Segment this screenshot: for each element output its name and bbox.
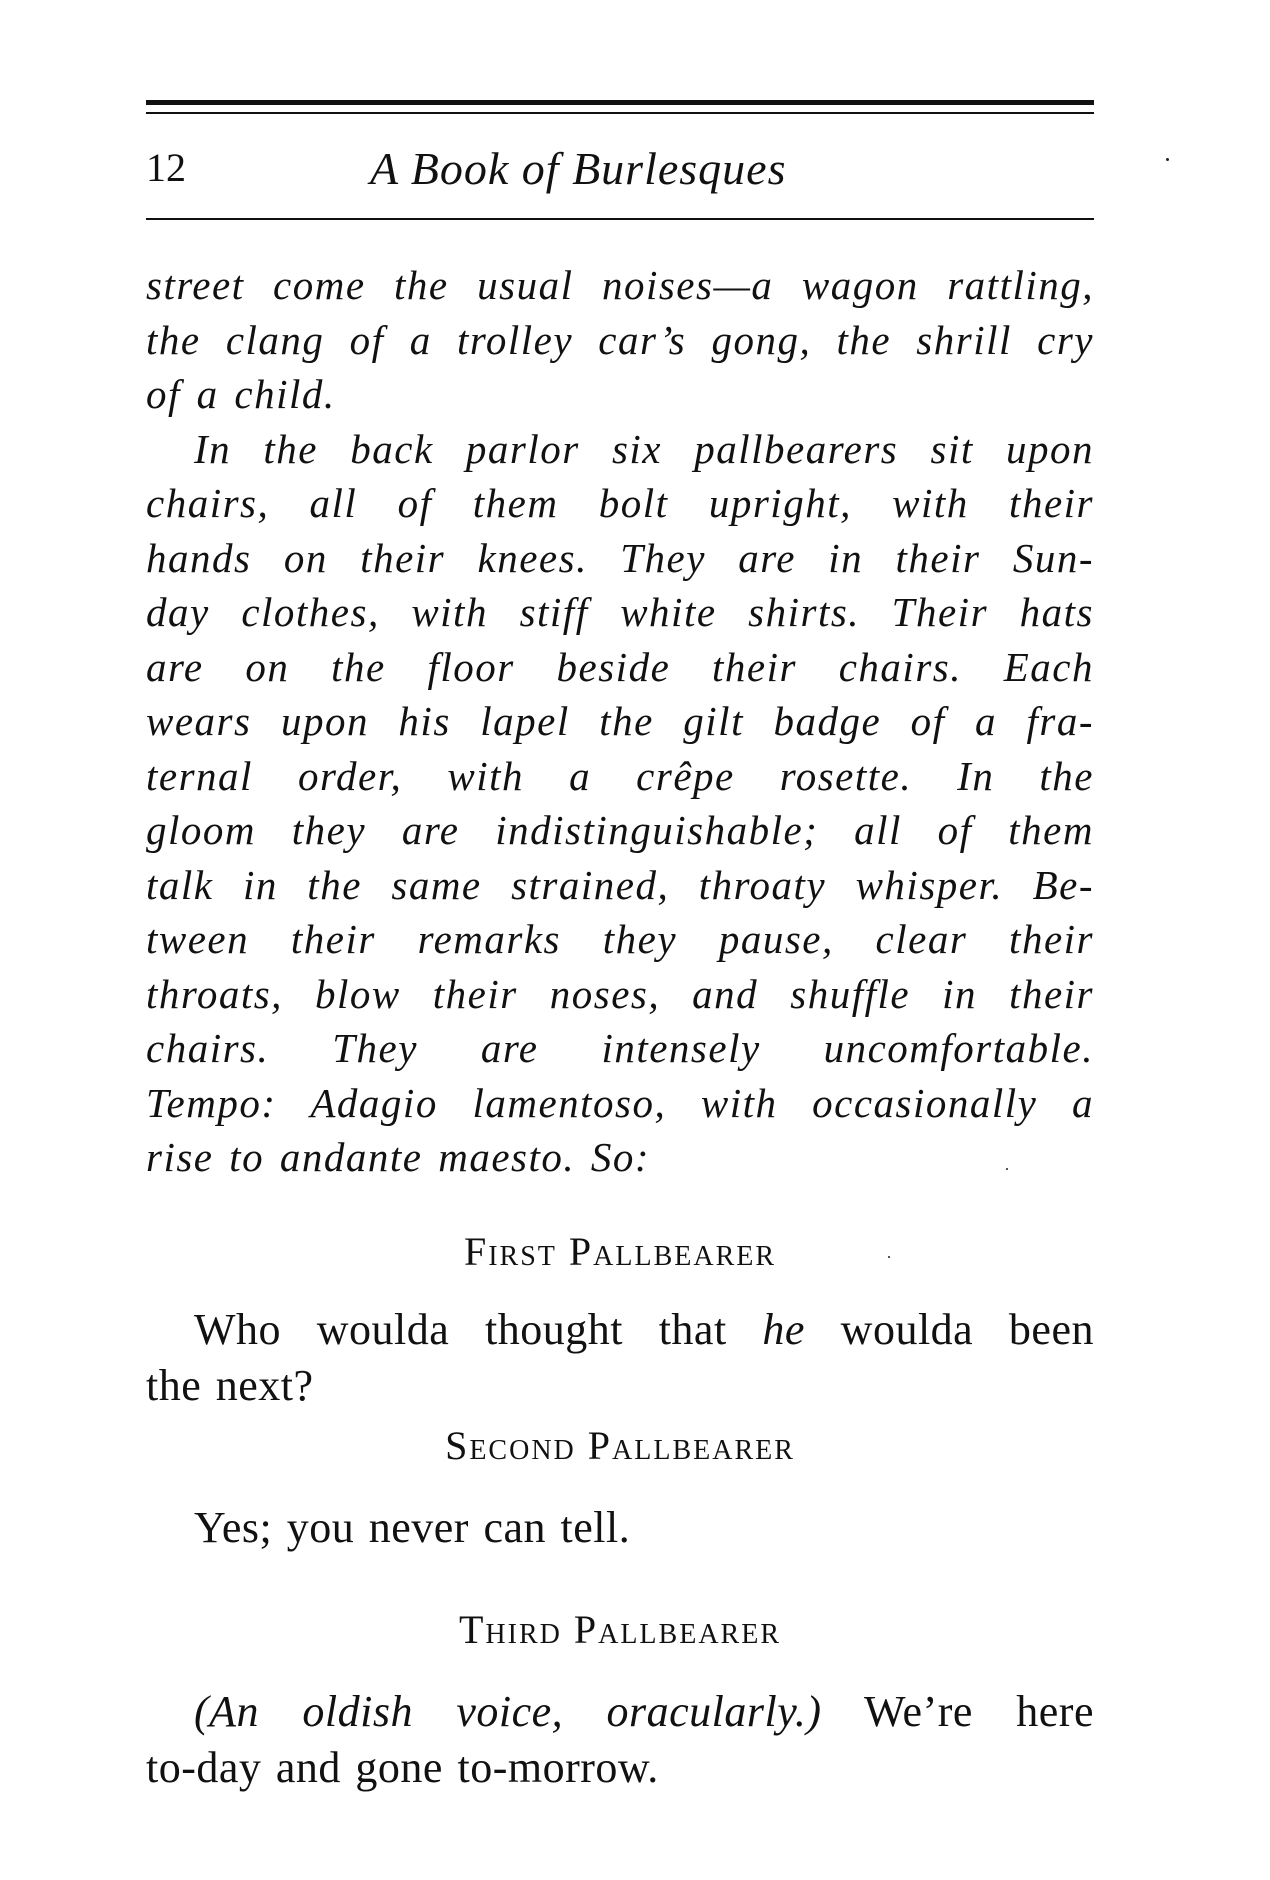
text-line: hands on their knees. They are in their Sun- bbox=[146, 534, 1094, 581]
text-line: are on the floor beside their chairs. Each bbox=[146, 643, 1094, 690]
stage-direction bbox=[146, 258, 1094, 1185]
scan-speck bbox=[1166, 158, 1169, 161]
text-line: gloom they are indistinguishable; all of them bbox=[146, 807, 1094, 853]
speech-line: the next? bbox=[146, 1361, 314, 1410]
top-rule-thick bbox=[146, 100, 1094, 105]
speech-third-pallbearer bbox=[146, 1684, 1094, 1796]
text-line: talk in the same strained, throaty whisper. Be- bbox=[146, 861, 1094, 908]
running-title: A Book of Burlesques bbox=[370, 143, 787, 194]
text-line: wears upon his lapel the gilt badge of a fra- bbox=[146, 698, 1094, 744]
text-line: Tempo: Adagio lamentoso, with occasionally a bbox=[146, 1079, 1094, 1126]
text-line: chairs. They are intensely uncomfortable. bbox=[146, 1025, 1094, 1071]
text-line: tween their remarks they pause, clear their bbox=[146, 916, 1094, 962]
scan-speck bbox=[1006, 1168, 1008, 1170]
speech-line: to-day and gone to-morrow. bbox=[146, 1743, 659, 1792]
text-line: street come the usual noises—a wagon rattling, bbox=[146, 262, 1094, 308]
scan-speck bbox=[888, 1256, 890, 1258]
text-line: rise to andante maesto. So: bbox=[146, 1134, 651, 1180]
speaker-heading: Second Pallbearer bbox=[445, 1423, 795, 1468]
speech-line bbox=[146, 1302, 1094, 1358]
speaker-heading: First Pallbearer bbox=[463, 1229, 777, 1274]
speech-second-pallbearer bbox=[146, 1500, 1094, 1556]
speech-emphasis: (An oldish voice, oracularly.) bbox=[194, 1687, 822, 1736]
speech-line: Yes; you never can tell. bbox=[194, 1503, 631, 1552]
text-line: of a child. bbox=[146, 371, 336, 417]
header-rule bbox=[146, 218, 1094, 220]
speech-text: woulda been bbox=[804, 1305, 1094, 1354]
speech-first-pallbearer bbox=[146, 1302, 1094, 1414]
speech-emphasis: he bbox=[762, 1305, 805, 1354]
text-line: the clang of a trolley car’s gong, the shrill cry bbox=[146, 316, 1094, 363]
page-number: 12 bbox=[146, 145, 186, 190]
text-line: ternal order, with a crêpe rosette. In the bbox=[146, 752, 1094, 799]
text-line: day clothes, with stiff white shirts. Their hats bbox=[146, 589, 1094, 635]
text-line: In the back parlor six pallbearers sit upon bbox=[194, 425, 1094, 472]
speaker-heading: Third Pallbearer bbox=[458, 1607, 781, 1652]
text-line: throats, blow their noses, and shuffle in their bbox=[146, 970, 1094, 1017]
speech-text: We’re here bbox=[821, 1687, 1094, 1736]
speech-text: Who woulda thought that bbox=[194, 1305, 763, 1354]
text-line: chairs, all of them bolt upright, with their bbox=[146, 480, 1094, 526]
top-rule-thin bbox=[146, 112, 1094, 114]
speech-line bbox=[146, 1684, 1094, 1740]
